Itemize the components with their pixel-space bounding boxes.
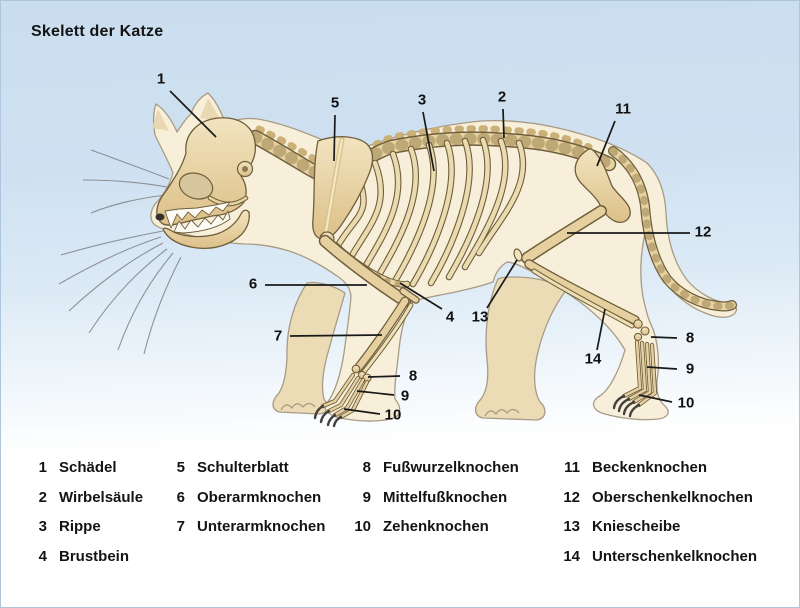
- callout-number: 6: [248, 275, 258, 293]
- legend-item-label: Fußwurzelknochen: [383, 459, 519, 476]
- legend-column: [159, 459, 325, 548]
- legend-item-number: 1: [38, 459, 47, 476]
- callout-number: 3: [417, 91, 427, 109]
- legend-item: [345, 489, 519, 519]
- callout-number: 8: [408, 367, 418, 385]
- callout-number: 4: [445, 308, 455, 326]
- legend-item-number: 6: [176, 488, 185, 506]
- legend-column: [345, 459, 519, 548]
- legend-item-number: 5: [176, 459, 185, 476]
- far-hind-leg: [476, 277, 567, 420]
- callout-line: [503, 109, 504, 138]
- legend-item-number: 14: [563, 547, 580, 565]
- legend-item: [554, 548, 757, 578]
- legend-item: [21, 548, 143, 578]
- callout-number: 10: [384, 406, 402, 424]
- legend-item: [159, 518, 325, 548]
- callout-number: 8: [685, 329, 695, 347]
- legend-column: [21, 459, 143, 577]
- whiskers: [59, 150, 181, 354]
- legend-item-number: 7: [176, 518, 185, 536]
- callout-number: 12: [694, 223, 712, 241]
- legend-item: [554, 489, 757, 519]
- legend-item: [159, 459, 325, 489]
- legend-item-number: 9: [362, 488, 371, 506]
- legend-item-number: 12: [563, 488, 580, 506]
- legend-item-number: 13: [563, 518, 580, 536]
- legend-item: [21, 459, 143, 489]
- callout-line: [290, 335, 382, 336]
- callout-number: 14: [584, 350, 602, 368]
- legend-item: [554, 518, 757, 548]
- legend-item-label: Kniescheibe: [592, 518, 681, 536]
- legend-item-number: 11: [564, 459, 580, 476]
- legend-item: [159, 489, 325, 519]
- callout-number: 13: [471, 308, 489, 326]
- legend-item-number: 10: [354, 518, 371, 536]
- legend-item-number: 3: [38, 518, 47, 536]
- legend-item-label: Schädel: [59, 459, 117, 476]
- legend-item-label: Oberschenkelknochen: [592, 488, 753, 506]
- callout-line: [368, 376, 400, 377]
- legend-item-label: Oberarmknochen: [197, 488, 322, 506]
- legend-item: [21, 518, 143, 548]
- legend-item-label: Beckenknochen: [592, 459, 708, 476]
- callout-line: [334, 115, 335, 161]
- callout-number: 5: [330, 94, 340, 112]
- callout-number: 9: [685, 360, 695, 378]
- callout-number: 11: [615, 100, 631, 118]
- legend-column: [554, 459, 757, 577]
- legend-item: [21, 489, 143, 519]
- callout-number: 10: [677, 394, 695, 412]
- legend-item-label: Unterarmknochen: [197, 518, 326, 536]
- legend-item-label: Brustbein: [59, 547, 130, 565]
- legend-item: [345, 459, 519, 489]
- legend-item-label: Mittelfußknochen: [383, 488, 508, 506]
- legend-item: [345, 518, 519, 548]
- page-title: Skelett der Katze: [31, 23, 164, 40]
- callout-number: 1: [156, 70, 166, 88]
- callout-number: 2: [497, 88, 507, 106]
- legend-item-label: Unterschenkelknochen: [592, 547, 758, 565]
- legend-item-label: Zehenknochen: [383, 518, 489, 536]
- nose: [156, 214, 165, 221]
- callout-number: 9: [400, 387, 410, 405]
- legend-item-number: 4: [38, 547, 47, 565]
- legend-item-label: Rippe: [59, 518, 101, 536]
- legend-item-number: 8: [362, 459, 371, 476]
- legend-item-number: 2: [38, 488, 47, 506]
- legend-item-label: Wirbelsäule: [59, 488, 144, 506]
- callout-line: [651, 337, 677, 338]
- legend-item: [554, 459, 757, 489]
- callout-number: 7: [273, 327, 283, 345]
- legend-item-label: Schulterblatt: [197, 459, 289, 476]
